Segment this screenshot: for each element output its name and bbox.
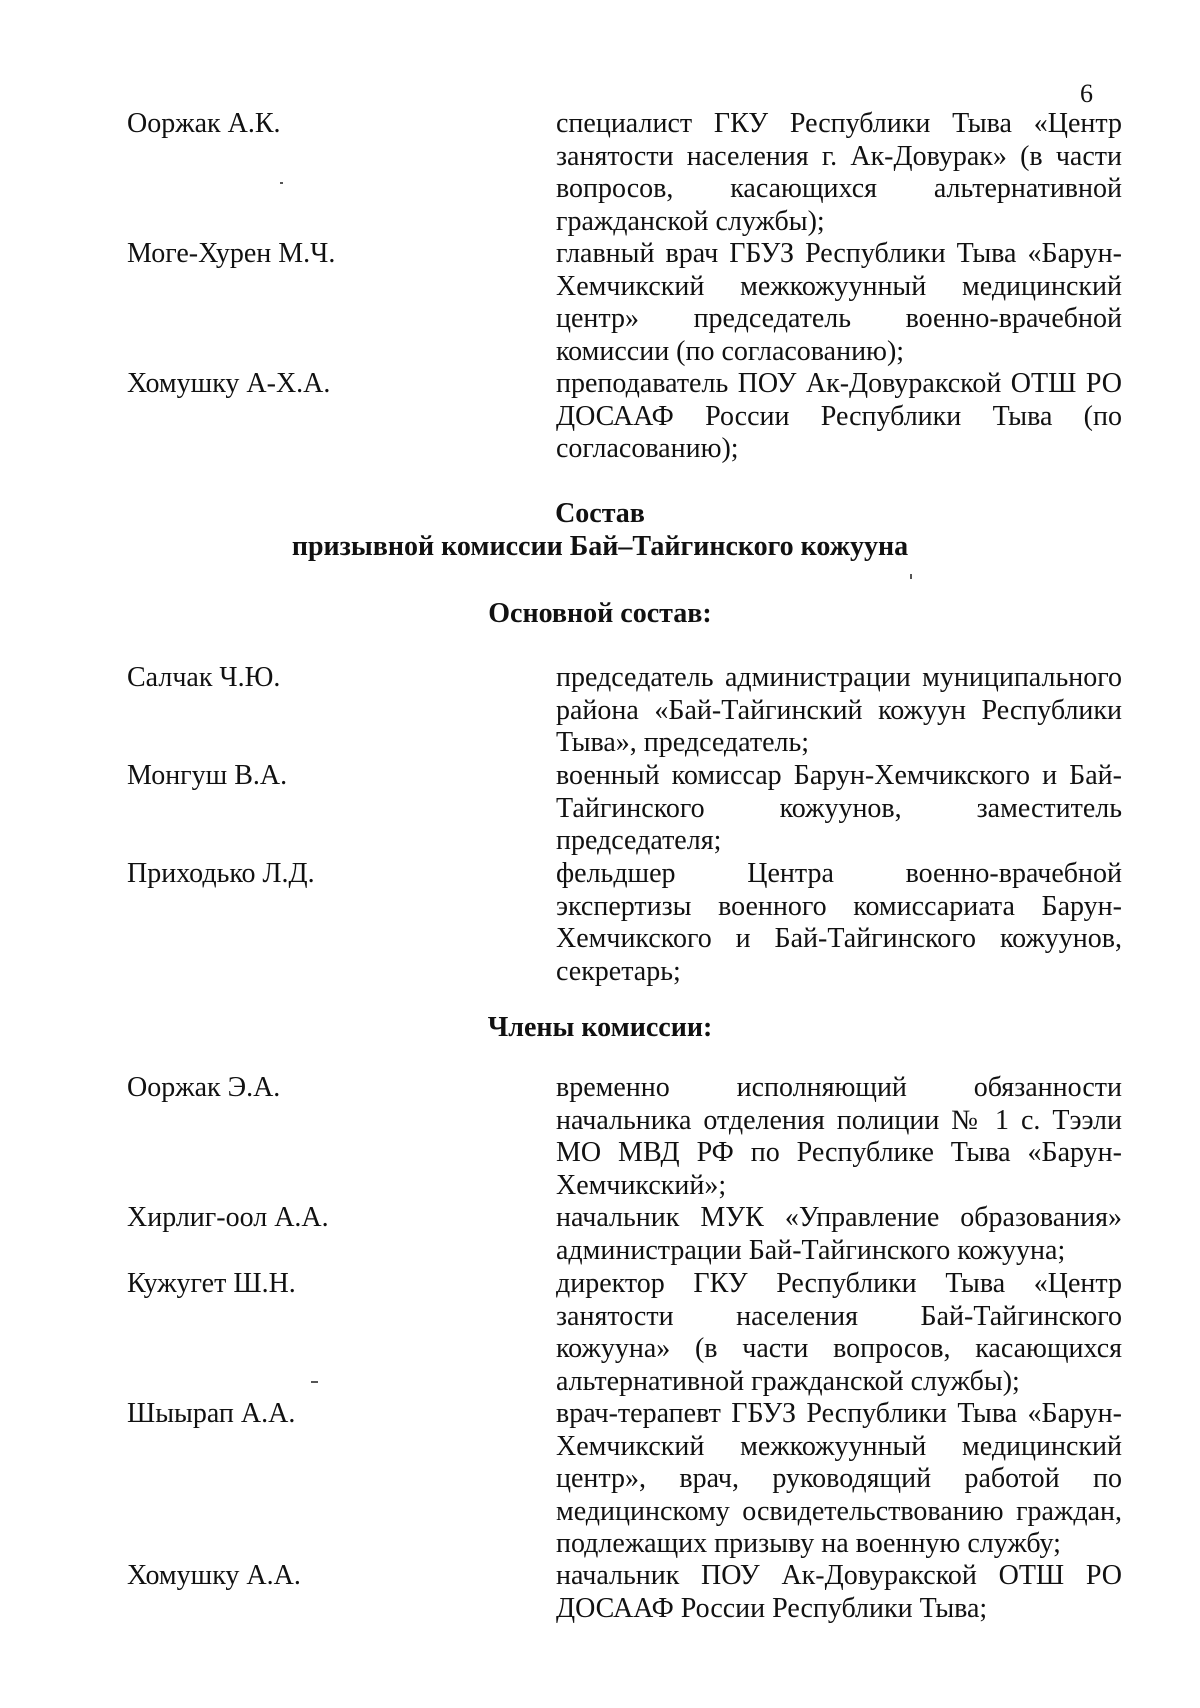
- member-role: начальник ПОУ Ак-Довуракской ОТШ РО ДОСААФ России Республики Тыва;: [556, 1560, 1122, 1624]
- main-entries-list: [0, 662, 1200, 988]
- section-title: Состав: [555, 498, 645, 529]
- top-entries-list: [0, 108, 1200, 468]
- member-name: Моге-Хурен М.Ч.: [127, 238, 336, 269]
- list-item: [0, 238, 1200, 368]
- member-role: преподаватель ПОУ Ак-Довуракской ОТШ РО ДОСААФ России Республики Тыва (по согласованию);: [556, 368, 1122, 465]
- member-name: Хомушку А.А.: [127, 1560, 301, 1591]
- members-heading: Члены комиссии:: [487, 1012, 713, 1043]
- scan-speck: [280, 182, 283, 184]
- list-item: [0, 760, 1200, 858]
- member-name: Ооржак А.К.: [127, 108, 281, 139]
- list-item: [0, 368, 1200, 468]
- member-role: военный комиссар Барун-Хемчикского и Бай-Тайгинского кожуунов, заместитель председателя;: [556, 760, 1122, 857]
- member-name: Хирлиг-оол А.А.: [127, 1202, 329, 1233]
- scan-speck: [311, 1381, 318, 1383]
- list-item: [0, 108, 1200, 238]
- list-item: [0, 1398, 1200, 1560]
- list-item: [0, 858, 1200, 988]
- member-name: Монгуш В.А.: [127, 760, 288, 791]
- section-subtitle: призывной комиссии Бай–Тайгинского кожууна: [291, 531, 909, 562]
- member-role: главный врач ГБУЗ Республики Тыва «Барун-Хемчикский межкожуунный медицинский центр» председатель военно-врачебной комиссии (по согласованию);: [556, 238, 1122, 367]
- list-item: [0, 1268, 1200, 1398]
- member-name: Хомушку А-Х.А.: [127, 368, 331, 399]
- member-entries-list: [0, 1072, 1200, 1626]
- member-role: специалист ГКУ Республики Тыва «Центр занятости населения г. Ак-Довурак» (в части вопросов, касающихся альтернативной гражданской службы);: [556, 108, 1122, 237]
- main-composition-heading: Основной состав:: [488, 598, 712, 629]
- member-name: Приходько Л.Д.: [127, 858, 315, 889]
- list-item: [0, 1202, 1200, 1268]
- member-name: Кужугет Ш.Н.: [127, 1268, 296, 1299]
- member-name: Ооржак Э.А.: [127, 1072, 281, 1103]
- member-role: временно исполняющий обязанности начальника отделения полиции № 1 с. Тээли МО МВД РФ по Республике Тыва «Барун-Хемчикский»;: [556, 1072, 1122, 1201]
- member-role: директор ГКУ Республики Тыва «Центр занятости населения Бай-Тайгинского кожууна» (в части вопросов, касающихся альтернативной гражданской службы);: [556, 1268, 1122, 1397]
- page-number: 6: [1080, 79, 1093, 108]
- scan-speck: [910, 574, 912, 579]
- list-item: [0, 1560, 1200, 1626]
- member-role: фельдшер Центра военно-врачебной экспертизы военного комиссариата Барун-Хемчикского и Бай-Тайгинского кожуунов, секретарь;: [556, 858, 1122, 987]
- member-name: Шыырап А.А.: [127, 1398, 296, 1429]
- member-name: Салчак Ч.Ю.: [127, 662, 281, 693]
- member-role: врач-терапевт ГБУЗ Республики Тыва «Барун-Хемчикский межкожуунный медицинский центр», врач, руководящий работой по медицинскому освидетельствованию граждан, подлежащих призыву на военную службу;: [556, 1398, 1122, 1560]
- member-role: председатель администрации муниципального района «Бай-Тайгинский кожуун Республики Тыва», председатель;: [556, 662, 1122, 759]
- list-item: [0, 662, 1200, 760]
- member-role: начальник МУК «Управление образования» администрации Бай-Тайгинского кожууна;: [556, 1202, 1122, 1266]
- list-item: [0, 1072, 1200, 1202]
